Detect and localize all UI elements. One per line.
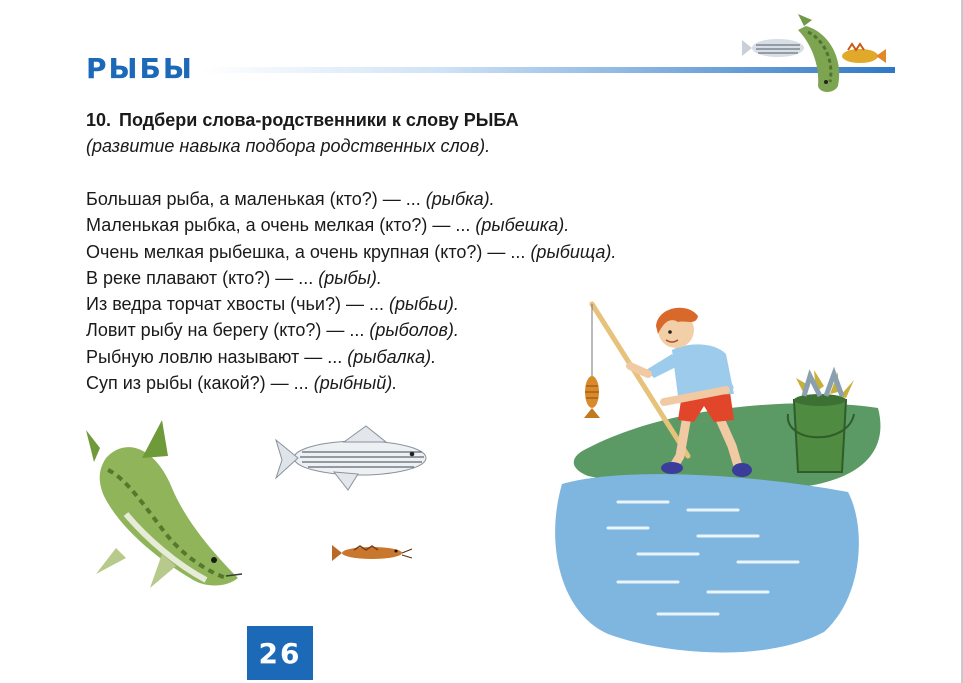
task-heading [86,110,519,131]
exercise-answer: (рыбный). [313,373,398,394]
pike-illustration [86,418,246,594]
exercise-prompt: Очень мелкая рыбешка, а очень крупная (кто?) — ... [86,241,526,262]
task-subtitle: (развитие навыка подбора родственных слов). [86,136,491,156]
boy-fishing-illustration [548,296,888,658]
exercise-prompt: Рыбную ловлю называют — ... [86,346,343,367]
page-number: 26 [247,626,313,680]
exercise-line [86,186,616,212]
exercise-answer: (рыбы). [318,267,382,288]
small-fish-illustration [332,540,414,566]
exercise-line [86,317,616,343]
task-title: Подбери слова-родственники к слову РЫБА [119,110,519,130]
exercise-line [86,239,616,265]
water [555,474,859,652]
exercise-answer: (рыбища). [530,241,617,262]
exercise-answer: (рыбалка). [347,346,437,367]
exercise-answer: (рыболов). [369,320,459,341]
section-title: РЫБЫ [86,52,194,85]
exercise-answer: (рыбьи). [388,294,459,315]
exercise-line [86,370,616,396]
exercise-prompt: Большая рыба, а маленькая (кто?) — ... [86,189,421,209]
perch-icon [842,44,886,63]
exercise-line [86,344,616,370]
exercise-line [86,212,616,238]
striped-fish-icon [742,39,804,57]
exercise-prompt: Из ведра торчат хвосты (чьи?) — ... [86,294,384,315]
exercise-line [86,265,616,291]
exercise-prompt: В реке плавают (кто?) — ... [86,267,314,288]
exercise-prompt: Ловит рыбу на берегу (кто?) — ... [86,320,365,341]
exercise-prompt: Суп из рыбы (какой?) — ... [86,373,309,394]
pike-icon [798,14,839,92]
exercise-prompt: Маленькая рыбка, а очень мелкая (кто?) — ... [86,215,471,236]
exercise-line [86,291,616,317]
exercise-answer: (рыбка). [425,189,495,209]
header-fish-illustration [748,8,898,98]
striped-fish-illustration [274,420,432,498]
exercise-answer: (рыбешка). [475,215,570,236]
task-number: 10. [86,110,112,130]
caught-fish-icon [584,376,600,418]
exercise-list [86,186,616,396]
